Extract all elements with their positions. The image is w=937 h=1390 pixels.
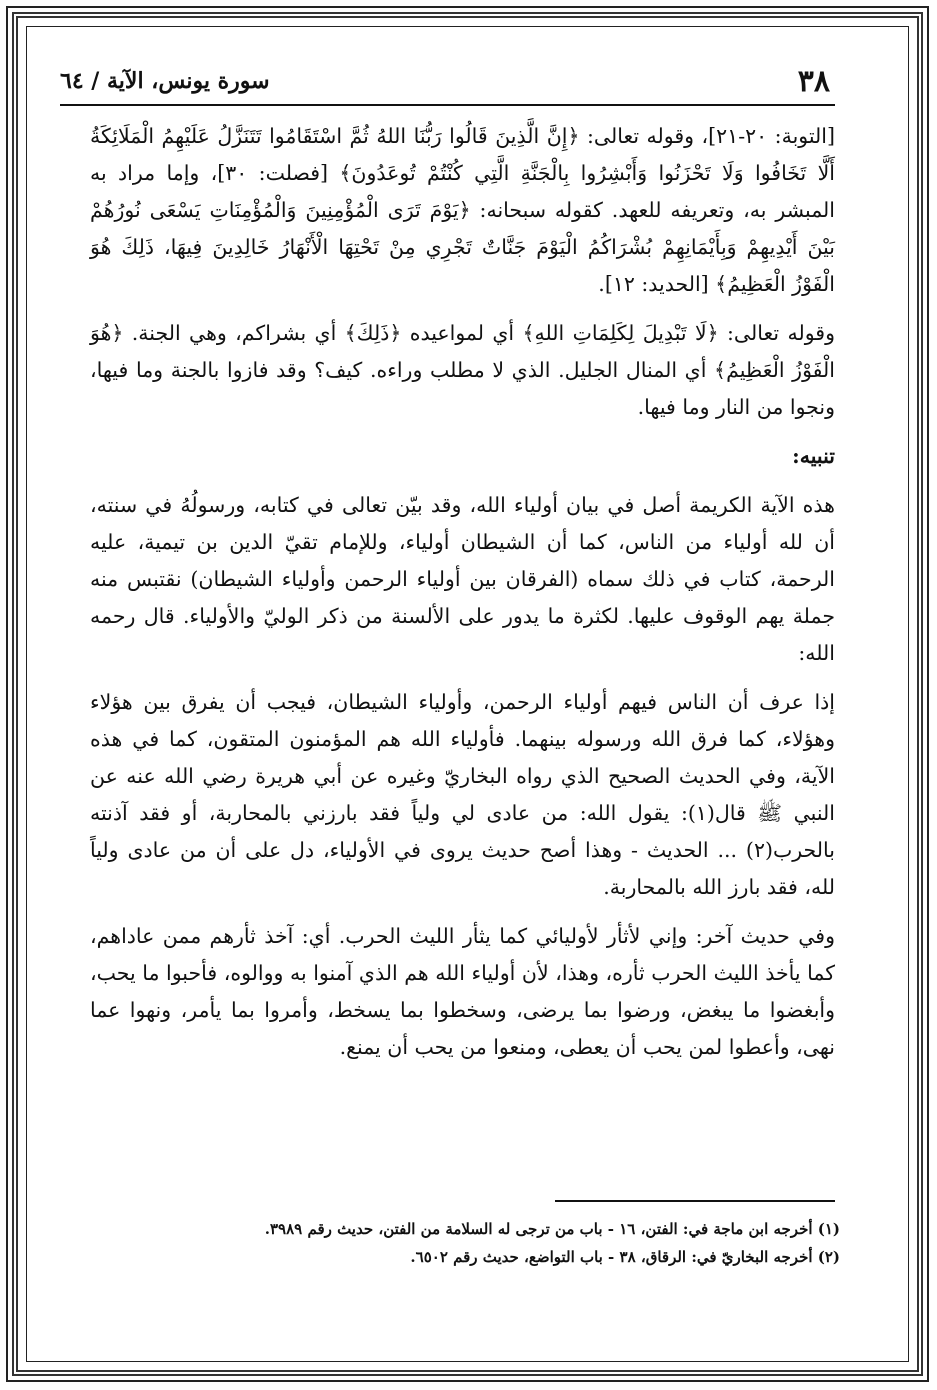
page-header <box>60 60 830 100</box>
page-number: ٣٨ <box>797 64 830 99</box>
header-rule <box>60 104 835 106</box>
running-title: سورة يونس، الآية / ٦٤ <box>60 68 270 94</box>
paragraph-2: وقوله تعالى: ﴿لَا تَبْدِيلَ لِكَلِمَاتِ اللهِ﴾ أي لمواعيده ﴿ذَلِكَ﴾ أي بشراكم، وهي الجنة. ﴿هُوَ الْفَوْزُ الْعَظِيمُ﴾ أي المنال الجليل. الذي لا مطلب وراءه. كيف؟ وقد فازوا بالجنة وما فيها، ونجوا من النار وما فيها. <box>90 321 835 419</box>
section-heading-tanbih: تنبيه: <box>792 444 835 468</box>
footnote-rule <box>555 1200 835 1202</box>
paragraph-4: إذا عرف أن الناس فيهم أولياء الرحمن، وأولياء الشيطان، فيجب أن يفرق بين هؤلاء وهؤلاء، كما فرق الله ورسوله بينهما. فأولياء الله هم المؤمنون المتقون، كما في هذه الآية، وفي الحديث الصحيح الذي رواه البخاريّ وغيره عن أبي هريرة رضي الله عنه عن النبي ﷺ قال(١): يقول الله: من عادى لي ولياً فقد بارزني بالمحاربة، أو فقد آذنته بالحرب(٢) ... الحديث - وهذا أصح حديث يروى في الأولياء، دل على أن من عادى ولياً لله، فقد بارز الله بالمحاربة. <box>90 690 835 899</box>
footnote-2: (٢) أخرجه البخاريّ في: الرقاق، ٣٨ - باب التواضع، حديث رقم ٦٥٠٢. <box>410 1248 840 1266</box>
footnotes <box>264 1215 840 1271</box>
main-text <box>90 118 835 1078</box>
footnote-1: (١) أخرجه ابن ماجة في: الفتن، ١٦ - باب من ترجى له السلامة من الفتن، حديث رقم ٣٩٨٩. <box>264 1220 840 1238</box>
paragraph-3: هذه الآية الكريمة أصل في بيان أولياء الله، وقد بيّن تعالى في كتابه، ورسولُهُ في سنته، أن لله أولياء من الناس، كما أن الشيطان أولياء، وللإمام تقيّ الدين بن تيمية، عليه الرحمة، كتاب في ذلك سماه (الفرقان بين أولياء الرحمن وأولياء الشيطان) نقتبس منه جملة يهم الوقوف عليها. لكثرة ما يدور على الألسنة من ذكر الوليّ والأولياء. قال رحمه الله: <box>90 493 835 665</box>
paragraph-5: وفي حديث آخر: وإني لأثأر لأوليائي كما يثأر الليث الحرب. أي: آخذ ثأرهم ممن عاداهم، كما يأخذ الليث الحرب ثأره، وهذا، لأن أولياء الله هم الذي آمنوا به ووالوه، فأحبوا ما يحب، وأبغضوا ما يبغض، ورضوا بما يرضى، وسخطوا بما يسخط، وأمروا بما يأمر، ونهوا عما نهى، وأعطوا لمن يحب أن يعطى، ومنعوا من يحب أن يمنع. <box>90 924 835 1059</box>
paragraph-1: [التوبة: ٢٠-٢١]، وقوله تعالى: ﴿إِنَّ الَّذِينَ قَالُوا رَبُّنَا اللهُ ثُمَّ اسْتَقَامُوا تَتَنَزَّلُ عَلَيْهِمُ الْمَلَائِكَةُ أَلَّا تَخَافُوا وَلَا تَحْزَنُوا وَأَبْشِرُوا بِالْجَنَّةِ الَّتِي كُنْتُمْ تُوعَدُونَ﴾ [فصلت: ٣٠]، وإما مراد به المبشر به، وتعريفه للعهد. كقوله سبحانه: ﴿يَوْمَ تَرَى الْمُؤْمِنِينَ وَالْمُؤْمِنَاتِ يَسْعَى نُورُهُمْ بَيْنَ أَيْدِيهِمْ وَبِأَيْمَانِهِمْ بُشْرَاكُمُ الْيَوْمَ جَنَّاتٌ تَجْرِي مِنْ تَحْتِهَا الْأَنْهَارُ خَالِدِينَ فِيهَا، ذَلِكَ هُوَ الْفَوْزُ الْعَظِيمُ﴾ [الحديد: ١٢]. <box>90 124 835 296</box>
